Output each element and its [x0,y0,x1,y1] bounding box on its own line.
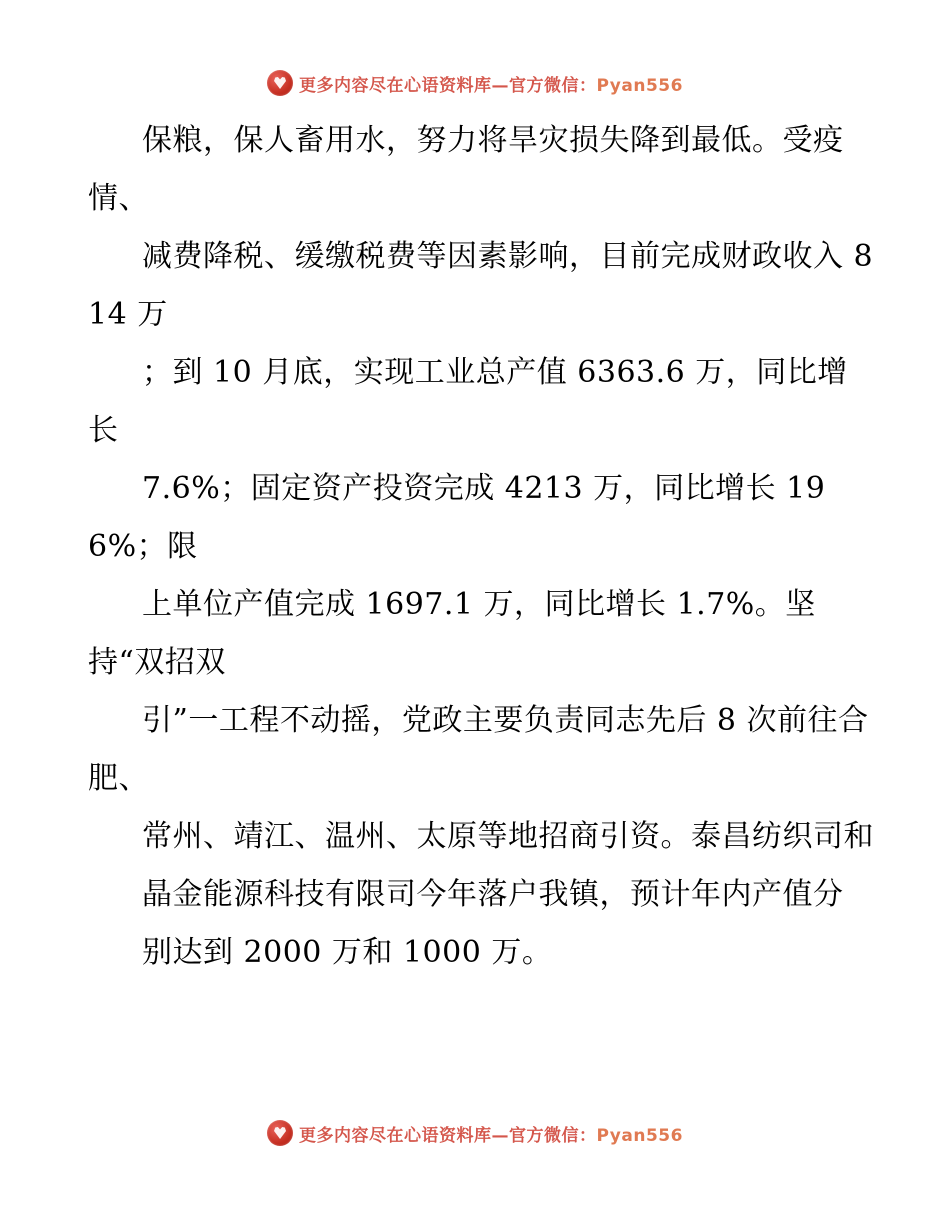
heart-logo-icon [267,70,293,96]
watermark-bottom-wechat-id: Pyan556 [596,1125,683,1146]
paragraph: ；到 10 月底，实现工业总产值 6363.6 万，同比增长 [88,355,848,448]
paragraph: 晶金能源科技有限司今年落户我镇，预计年内产值分 [142,877,844,912]
document-text-body [88,112,878,982]
paragraph: 别达到 2000 万和 1000 万。 [142,935,553,970]
watermark-top [0,70,950,96]
paragraph: 7.6%；固定资产投资完成 4213 万，同比增长 196%；限 [88,471,826,564]
heart-logo-icon [267,1120,293,1146]
paragraph: 引”一工程不动摇，党政主要负责同志先后 8 次前往合肥、 [88,703,869,796]
watermark-top-label: 更多内容尽在心语资料库—官方微信： [299,75,597,96]
watermark-top-wechat-id: Pyan556 [596,75,683,96]
paragraph: 减费降税、缓缴税费等因素影响，目前完成财政收入 814 万 [88,239,874,332]
paragraph: 常州、靖江、温州、太原等地招商引资。泰昌纺织司和 [142,819,874,854]
paragraph: 上单位产值完成 1697.1 万，同比增长 1.7%。坚持“双招双 [88,587,816,680]
watermark-top-text [299,71,683,96]
watermark-bottom [0,1120,950,1146]
paragraph: 保粮，保人畜用水，努力将旱灾损失降到最低。受疫情、 [88,123,844,216]
watermark-bottom-label: 更多内容尽在心语资料库—官方微信： [299,1125,597,1146]
watermark-bottom-text [299,1121,683,1146]
